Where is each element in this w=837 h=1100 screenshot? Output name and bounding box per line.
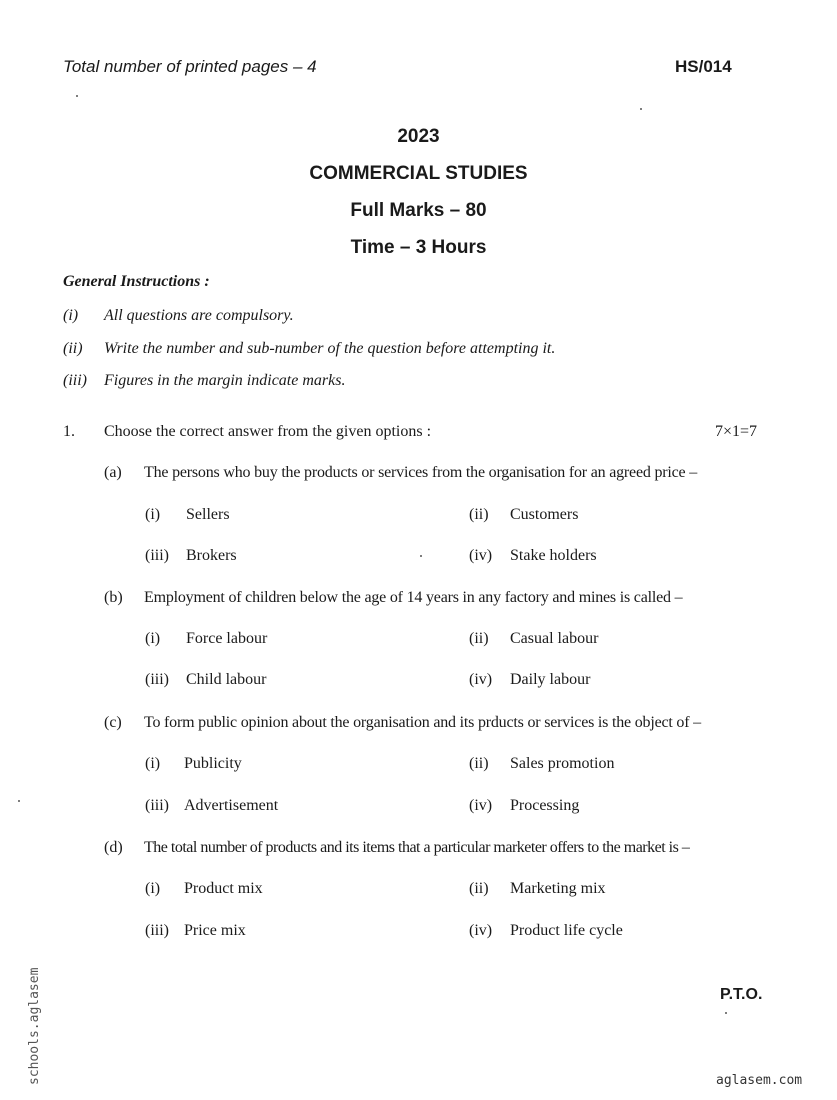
option-number: (iv) <box>469 547 493 564</box>
please-turn-over: P.T.O. <box>720 986 763 1003</box>
option-text: Product life cycle <box>510 922 623 939</box>
option-text: Force labour <box>186 630 268 647</box>
option-text: Processing <box>510 797 580 814</box>
option-number: (ii) <box>469 755 489 772</box>
printed-pages-note: Total number of printed pages – 4 <box>63 57 317 76</box>
option-number: (i) <box>145 630 161 647</box>
subject-title: COMMERCIAL STUDIES <box>309 163 528 184</box>
option-text: Daily labour <box>510 671 591 688</box>
scan-speck <box>76 95 78 97</box>
scan-speck <box>725 1012 727 1014</box>
subquestion-text: The total number of products and its items that a particular marketer offers to the market is – <box>144 839 690 856</box>
option-number: (iv) <box>469 922 493 939</box>
option-text: Casual labour <box>510 630 599 647</box>
scan-speck <box>18 800 20 802</box>
question-number: 1. <box>63 423 75 440</box>
option-text: Child labour <box>186 671 267 688</box>
option-text: Price mix <box>184 922 246 939</box>
option-number: (iii) <box>145 922 169 939</box>
subquestion-text: To form public opinion about the organisation and its prducts or services is the object of – <box>144 714 701 731</box>
subquestion-label: (a) <box>104 464 122 481</box>
option-number: (i) <box>145 506 161 523</box>
instruction-text: All questions are compulsory. <box>104 307 294 324</box>
option-number: (iii) <box>145 797 169 814</box>
subquestion-text: Employment of children below the age of 14 years in any factory and mines is called – <box>144 589 683 606</box>
scan-speck <box>640 108 642 110</box>
option-text: Advertisement <box>184 797 279 814</box>
exam-year: 2023 <box>397 126 440 147</box>
subquestion-text: The persons who buy the products or services from the organisation for an agreed price – <box>144 464 698 481</box>
option-number: (ii) <box>469 506 489 523</box>
option-number: (ii) <box>469 630 489 647</box>
option-text: Customers <box>510 506 579 523</box>
scan-speck <box>420 555 422 557</box>
instruction-number: (iii) <box>63 372 87 389</box>
option-number: (ii) <box>469 880 489 897</box>
instruction-number: (ii) <box>63 340 83 357</box>
question-text: Choose the correct answer from the given options : <box>104 423 432 440</box>
subquestion-label: (c) <box>104 714 122 731</box>
paper-code: HS/014 <box>675 57 732 76</box>
time-allowed: Time – 3 Hours <box>350 237 487 258</box>
subquestion-label: (d) <box>104 839 123 856</box>
option-number: (i) <box>145 755 161 772</box>
option-text: Product mix <box>184 880 263 897</box>
option-number: (i) <box>145 880 161 897</box>
instructions-heading: General Instructions : <box>63 273 210 290</box>
option-number: (iv) <box>469 797 493 814</box>
option-text: Marketing mix <box>510 880 606 897</box>
option-text: Brokers <box>186 547 237 564</box>
option-number: (iii) <box>145 671 169 688</box>
full-marks: Full Marks – 80 <box>350 200 487 221</box>
option-text: Stake holders <box>510 547 597 564</box>
option-number: (iii) <box>145 547 169 564</box>
option-text: Sellers <box>186 506 230 523</box>
option-text: Sales promotion <box>510 755 615 772</box>
instruction-text: Figures in the margin indicate marks. <box>104 372 346 389</box>
question-marks: 7×1=7 <box>715 423 758 440</box>
option-text: Publicity <box>184 755 242 772</box>
instruction-number: (i) <box>63 307 79 324</box>
side-watermark: schools.aglasem <box>27 967 42 1085</box>
option-number: (iv) <box>469 671 493 688</box>
subquestion-label: (b) <box>104 589 123 606</box>
instruction-text: Write the number and sub-number of the question before attempting it. <box>104 340 556 357</box>
site-watermark: aglasem.com <box>716 1073 803 1088</box>
